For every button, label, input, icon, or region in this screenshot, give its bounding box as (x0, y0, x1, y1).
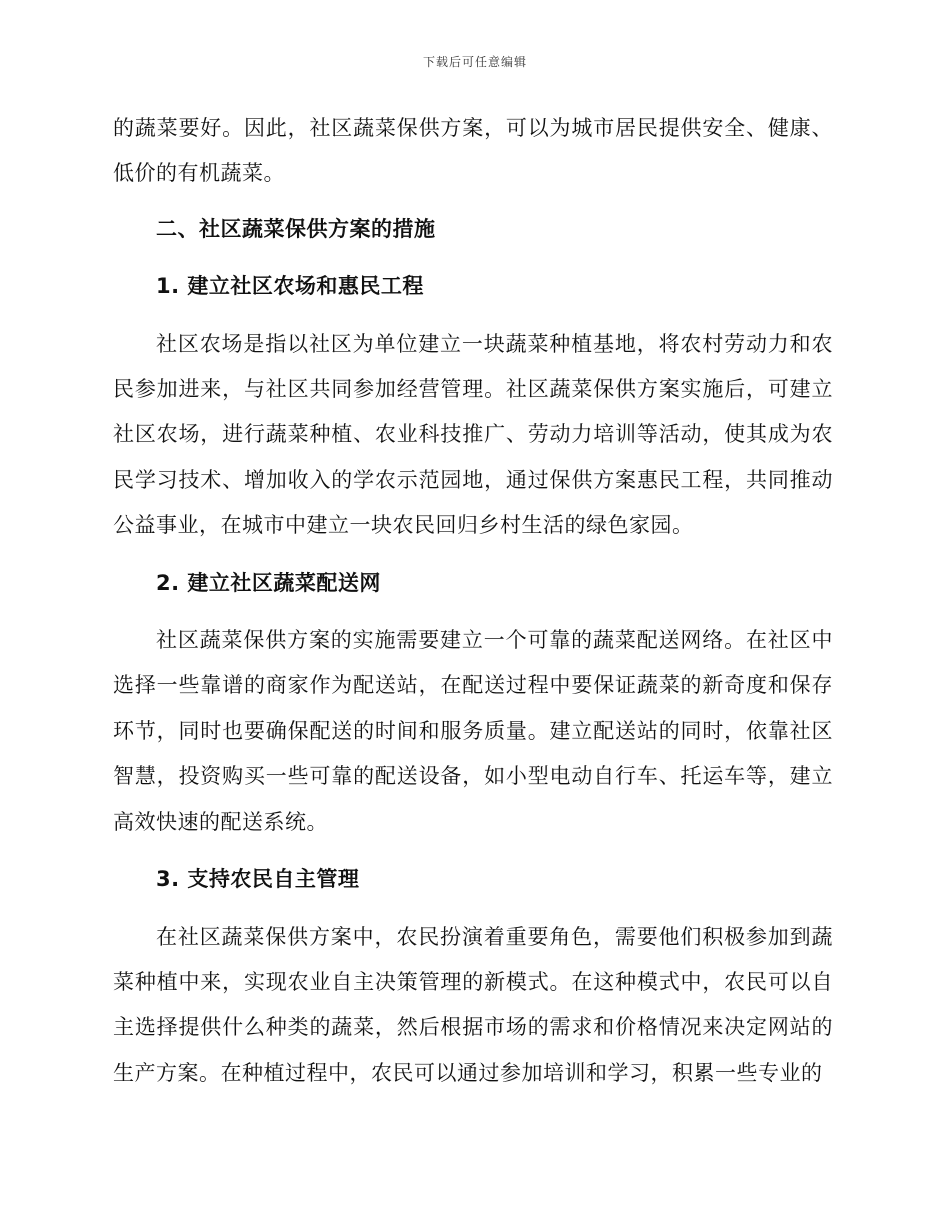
subsection-body-3: 在社区蔬菜保供方案中，农民扮演着重要角色，需要他们积极参加到蔬菜种植中来，实现农业自主决策管理的新模式。在这种模式中，农民可以自主选择提供什么种类的蔬菜，然后根据市场的需求和价格情况来决定网站的生产方案。在种植过程中，农民可以通过参加培训和学习，积累一些专业的 (113, 924, 833, 1085)
document-body (113, 106, 833, 1108)
subsection-heading-3: 3. 支持农民自主管理 (156, 867, 360, 892)
section-heading: 二、社区蔬菜保供方案的措施 (156, 216, 436, 241)
subsection-body-1: 社区农场是指以社区为单位建立一块蔬菜种植基地，将农村劳动力和农民参加进来，与社区共同参加经营管理。社区蔬菜保供方案实施后，可建立社区农场，进行蔬菜种植、农业科技推广、劳动力培训等活动，使其成为农民学习技术、增加收入的学农示范园地，通过保供方案惠民工程，共同推动公益事业，在城市中建立一块农民回归乡村生活的绿色家园。 (113, 331, 833, 538)
subsection-heading-2: 2. 建立社区蔬菜配送网 (156, 570, 381, 595)
intro-paragraph: 的蔬菜要好。因此，社区蔬菜保供方案，可以为城市居民提供安全、健康、低价的有机蔬菜。 (113, 116, 833, 186)
subsection-heading-1: 1. 建立社区农场和惠民工程 (156, 274, 424, 299)
page-header: 下载后可任意编辑 (422, 55, 527, 69)
subsection-body-2: 社区蔬菜保供方案的实施需要建立一个可靠的蔬菜配送网络。在社区中选择一些靠谱的商家作为配送站，在配送过程中要保证蔬菜的新奇度和保存环节，同时也要确保配送的时间和服务质量。建立配送站的同时，依靠社区智慧，投资购买一些可靠的配送设备，如小型电动自行车、托运车等，建立高效快速的配送系统。 (113, 628, 833, 834)
